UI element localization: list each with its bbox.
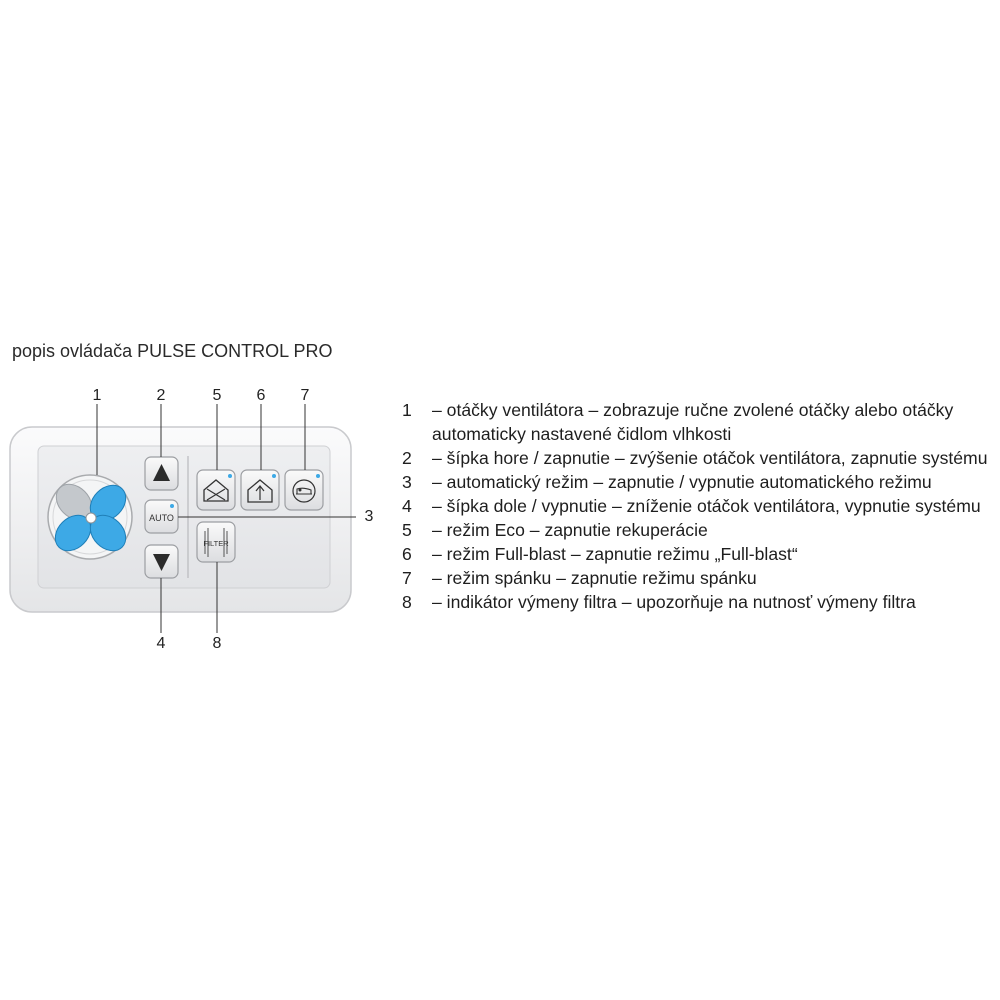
callout-5: 5 xyxy=(212,387,222,404)
legend-item-4 xyxy=(402,494,996,518)
legend-num: 4 xyxy=(402,496,412,516)
legend-num: 5 xyxy=(402,520,412,540)
legend-text: – šípka hore / zapnutie – zvýšenie otáčok ventilátora, zapnutie systému xyxy=(432,448,988,468)
auto-label: AUTO xyxy=(149,513,174,523)
full-blast-button xyxy=(241,470,279,510)
callout-2: 2 xyxy=(156,387,166,404)
auto-mode-button xyxy=(145,500,178,533)
legend-item-2 xyxy=(402,446,996,470)
callout-3: 3 xyxy=(364,508,374,525)
legend-text: – automatický režim – zapnutie / vypnutie automatického režimu xyxy=(432,472,932,492)
filter-indicator-icon xyxy=(197,522,235,562)
legend-text: – režim Eco – zapnutie rekuperácie xyxy=(432,520,708,540)
legend-item-1 xyxy=(402,398,996,446)
legend-text: – indikátor výmeny filtra – upozorňuje na nutnosť výmeny filtra xyxy=(432,592,916,612)
callout-1: 1 xyxy=(92,387,102,404)
control-panel-illustration xyxy=(0,380,380,660)
page-title: popis ovládača PULSE CONTROL PRO xyxy=(12,341,333,361)
legend-text: – šípka dole / vypnutie – zníženie otáčok ventilátora, vypnutie systému xyxy=(432,496,981,516)
legend-item-5 xyxy=(402,518,996,542)
legend-item-8 xyxy=(402,590,996,614)
callout-8: 8 xyxy=(212,635,222,652)
up-arrow-button xyxy=(145,457,178,490)
legend-item-7 xyxy=(402,566,996,590)
legend-num: 1 xyxy=(402,400,412,420)
eco-mode-button xyxy=(197,470,235,510)
legend-text: – otáčky ventilátora – zobrazuje ručne zvolené otáčky alebo otáčky automaticky nastavené čidlom vlhkosti xyxy=(432,400,954,444)
legend-text: – režim spánku – zapnutie režimu spánku xyxy=(432,568,757,588)
filter-label: FILTER xyxy=(203,539,229,548)
legend-num: 8 xyxy=(402,592,412,612)
down-arrow-button xyxy=(145,545,178,578)
legend-item-6 xyxy=(402,542,996,566)
callout-6: 6 xyxy=(256,387,266,404)
sleep-mode-button xyxy=(285,470,323,510)
legend-list xyxy=(402,398,996,614)
legend-num: 3 xyxy=(402,472,412,492)
legend-num: 2 xyxy=(402,448,412,468)
fan-speed-icon xyxy=(48,475,133,559)
legend-num: 6 xyxy=(402,544,412,564)
legend-num: 7 xyxy=(402,568,412,588)
callout-7: 7 xyxy=(300,387,310,404)
legend-item-3 xyxy=(402,470,996,494)
legend-text: – režim Full-blast – zapnutie režimu „Full-blast“ xyxy=(432,544,798,564)
callout-4: 4 xyxy=(156,635,166,652)
